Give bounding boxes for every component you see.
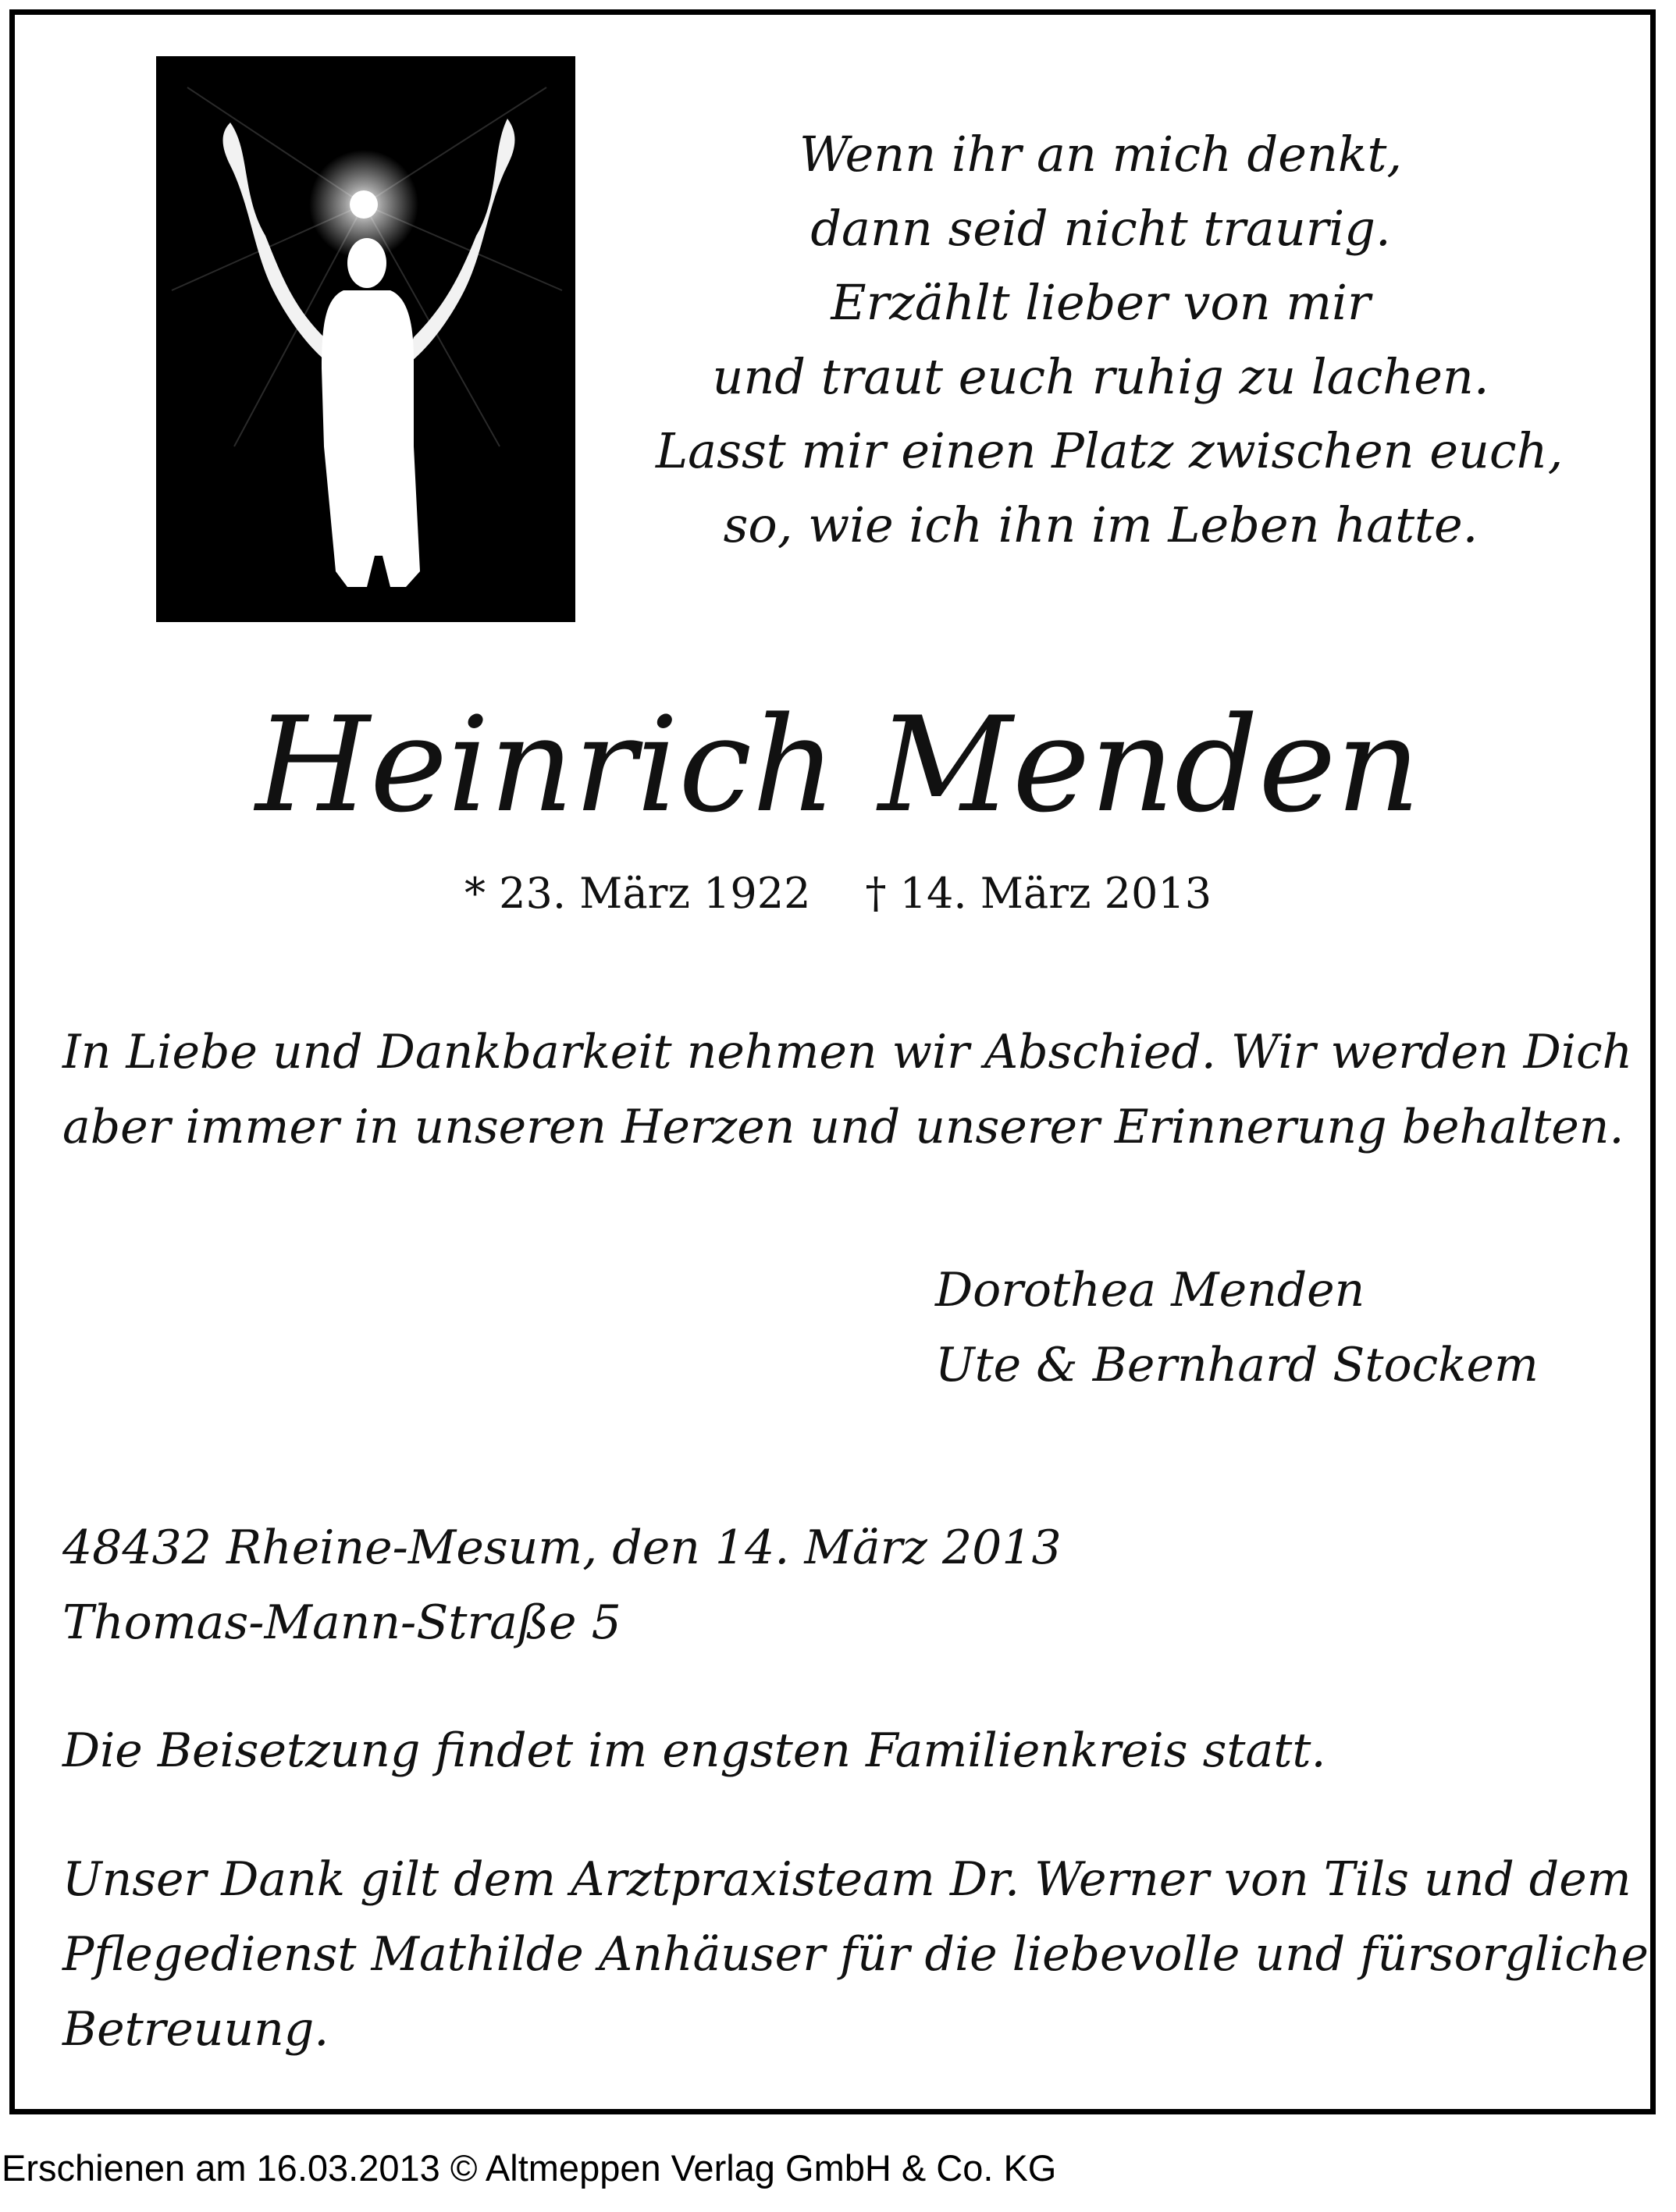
farewell-line: In Liebe und Dankbarkeit nehmen wir Abschied. Wir werden Dich	[62, 1025, 1633, 1079]
thanks-line: Pflegedienst Mathilde Anhäuser für die liebevolle und fürsorgliche	[62, 1927, 1649, 1982]
thanks-text	[62, 1842, 1649, 2067]
farewell-line: aber immer in unseren Herzen und unserer Erinnerung behalten.	[62, 1100, 1624, 1154]
poem	[656, 117, 1564, 562]
address-line: 48432 Rheine-Mesum, den 14. März 2013	[62, 1520, 1062, 1575]
poem-line: und traut euch ruhig zu lachen.	[712, 348, 1489, 405]
address	[62, 1510, 1062, 1660]
poem-line: Wenn ihr an mich denkt,	[799, 126, 1403, 183]
mourners	[935, 1253, 1539, 1403]
poem-line: Lasst mir einen Platz zwischen euch,	[656, 422, 1564, 479]
poem-line: so, wie ich ihn im Leben hatte.	[723, 496, 1479, 553]
poem-line: Erzählt lieber von mir	[831, 274, 1371, 331]
mourner-name: Ute & Bernhard Stockem	[935, 1338, 1539, 1392]
address-line: Thomas-Mann-Straße 5	[62, 1595, 621, 1650]
deceased-name: Heinrich Menden	[255, 688, 1421, 841]
life-dates	[0, 866, 1676, 921]
angel-image	[156, 56, 575, 622]
farewell-text	[62, 1015, 1632, 1165]
death-date: † 14. März 2013	[865, 869, 1212, 918]
publication-footer: Erschienen am 16.03.2013 © Altmeppen Verlag GmbH & Co. KG	[2, 2147, 1057, 2189]
burial-note: Die Beisetzung findet im engsten Familienkreis statt.	[62, 1723, 1326, 1778]
thanks-line: Betreuung.	[62, 2002, 329, 2057]
birth-date: * 23. März 1922	[464, 869, 811, 918]
thanks-line: Unser Dank gilt dem Arztpraxisteam Dr. Werner von Tils und dem	[62, 1852, 1632, 1907]
mourner-name: Dorothea Menden	[935, 1263, 1365, 1318]
poem-line: dann seid nicht traurig.	[810, 200, 1391, 257]
